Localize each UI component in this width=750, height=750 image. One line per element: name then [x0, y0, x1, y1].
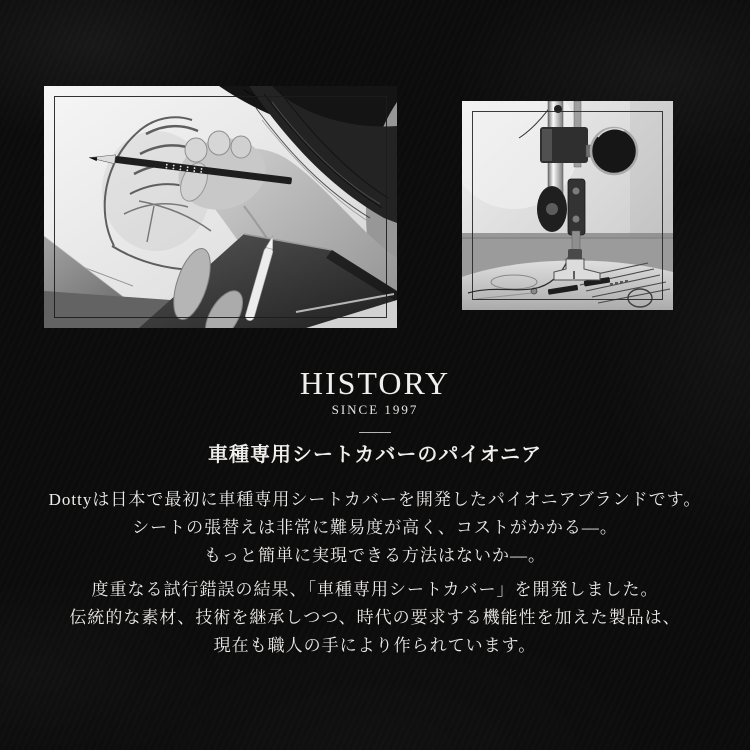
- history-subtitle: SINCE 1997: [331, 402, 419, 417]
- seat-sketching-illustration: [44, 86, 397, 328]
- seat-sketching-photo: [44, 86, 397, 328]
- body-line: 度重なる試行錯誤の結果、「車種専用シートカバー」を開発しました。: [91, 580, 659, 599]
- body-line: シートの張替えは非常に難易度が高く、コストがかかる―。: [132, 518, 618, 537]
- history-heading-jp: 車種専用シートカバーのパイオニア: [208, 444, 542, 466]
- sewing-machine-photo: [462, 101, 673, 310]
- body-line: Dottyは日本で最初に車種専用シートカバーを開発したパイオニアブランドです。: [48, 490, 702, 509]
- body-line: もっと簡単に実現できる方法はないか―。: [204, 546, 546, 565]
- divider-line: [359, 432, 391, 433]
- body-line: 現在も職人の手により作られています。: [213, 636, 537, 655]
- history-title: HISTORY: [299, 365, 451, 401]
- history-body: [0, 486, 750, 660]
- sewing-machine-illustration: [462, 101, 673, 310]
- body-line: 伝統的な素材、技術を継承しつつ、時代の要求する機能性を加えた製品は、: [69, 608, 681, 627]
